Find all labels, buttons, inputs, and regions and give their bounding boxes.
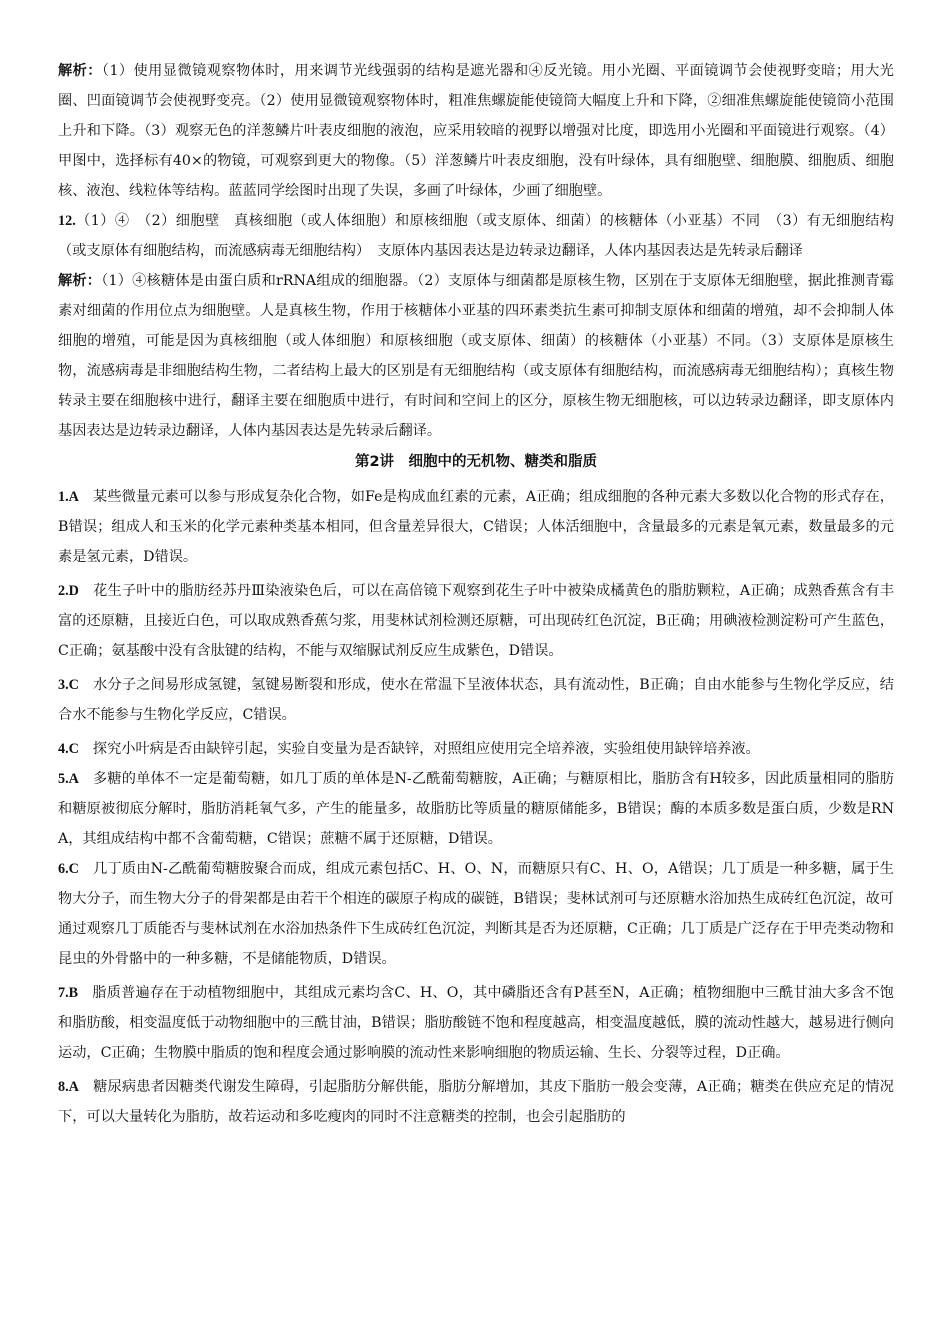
answer-12	[58, 206, 894, 266]
question-number: 4.	[58, 741, 69, 757]
page	[58, 56, 894, 1132]
answer-letter: D	[68, 583, 79, 599]
answer-letter: C	[68, 861, 79, 877]
answer-explanation: 水分子之间易形成氢键，氢键易断裂和形成，使水在常温下呈液体状态，具有流动性，B正确；自由水能参与生物化学反应，结合水不能参与生物化学反应，C错误。	[58, 677, 894, 723]
answer-explanation: 探究小叶病是否由缺锌引起，实验自变量为是否缺锌，对照组应使用完全培养液，实验组使用缺锌培养液。	[92, 741, 760, 757]
explanation-text: （1）使用显微镜观察物体时，用来调节光线强弱的结构是遮光器和④反光镜。用小光圈、平面镜调节会使视野变暗；用大光圈、凹面镜调节会使视野变亮。（2）使用显微镜观察物体时，粗准焦螺旋能使镜筒大幅度上升和下降，②细准焦螺旋能使镜筒小范围上升和下降。（3）观察无色的洋葱鳞片叶表皮细胞的液泡，应采用较暗的视野以增强对比度，即选用小光圈和平面镜进行观察。（4）甲图中，选择标有40×的物镜，可观察到更大的物像。（5）洋葱鳞片叶表皮细胞，没有叶绿体，具有细胞壁、细胞膜、细胞质、细胞核、液泡、线粒体等结构。蓝蓝同学绘图时出现了失误，多画了叶绿体，少画了细胞壁。	[58, 63, 894, 199]
answer-explanation: 某些微量元素可以参与形成复杂化合物，如Fe是构成血红素的元素，A正确；组成细胞的各种元素大多数以化合物的形式存在，B错误；组成人和玉米的化学元素种类基本相同，但含量差异很大，C错误；人体活细胞中，含量最多的元素是氧元素，数量最多的元素是氢元素，D错误。	[58, 489, 894, 565]
question-number: 7.	[58, 985, 69, 1001]
answer-letter: A	[68, 771, 79, 787]
explanation-paragraph-2	[58, 266, 894, 446]
answer-letter: C	[68, 741, 79, 757]
answer-item	[58, 576, 894, 666]
question-number: 6.	[58, 861, 69, 877]
explanation-paragraph-1	[58, 56, 894, 206]
answer-letter: C	[68, 677, 79, 693]
answer-text: （1）④ （2）细胞壁 真核细胞（或人体细胞）和原核细胞（或支原体、细菌）的核糖体（小亚基）不同 （3）有无细胞结构（或支原体有细胞结构，而流感病毒无细胞结构） 支原体内基因表达是边转录边翻译，人体内基因表达是先转录后翻译	[58, 213, 894, 259]
explanation-label: 解析：	[58, 63, 102, 79]
answer-item	[58, 764, 894, 854]
question-number: 5.	[58, 771, 69, 787]
answer-explanation: 几丁质由N-乙酰葡萄糖胺聚合而成，组成元素包括C、H、O、N，而糖原只有C、H、O，A错误；几丁质是一种多糖，属于生物大分子，而生物大分子的骨架都是由若干个相连的碳原子构成的碳链，B错误；斐林试剂可与还原糖水浴加热生成砖红色沉淀，故可通过观察几丁质能否与斐林试剂在水浴加热条件下生成砖红色沉淀，判断其是否为还原糖，C正确；几丁质是广泛存在于甲壳类动物和昆虫的外骨骼中的一种多糖，不是储能物质，D错误。	[58, 861, 894, 967]
question-number: 2.	[58, 583, 69, 599]
answer-item	[58, 978, 894, 1068]
answer-explanation: 多糖的单体不一定是葡萄糖，如几丁质的单体是N-乙酰葡萄糖胺，A正确；与糖原相比，脂肪含有H较多，因此质量相同的脂肪和糖原被彻底分解时，脂肪消耗氧气多，产生的能量多，故脂肪比等质量的糖原储能多，B错误；酶的本质多数是蛋白质，少数是RNA，其组成结构中都不含葡萄糖，C错误；蔗糖不属于还原糖，D错误。	[58, 771, 894, 847]
answer-item	[58, 734, 894, 764]
explanation-label: 解析：	[58, 273, 102, 289]
answer-item	[58, 1072, 894, 1132]
answer-item	[58, 854, 894, 974]
section-title: 第2讲 细胞中的无机物、糖类和脂质	[354, 454, 598, 470]
explanation-text: （1）④核糖体是由蛋白质和rRNA组成的细胞器。（2）支原体与细菌都是原核生物，区别在于支原体无细胞壁，据此推测青霉素对细菌的作用位点为细胞壁。人是真核生物，作用于核糖体小亚基的四环素类抗生素可抑制支原体和细菌的增殖，却不会抑制人体细胞的增殖，可能是因为真核细胞（或人体细胞）和原核细胞（或支原体、细菌）的核糖体（小亚基）不同。（3）支原体是原核生物，流感病毒是非细胞结构生物，二者结构上最大的区别是有无细胞结构（或支原体有细胞结构，而流感病毒无细胞结构）；真核生物转录主要在细胞核中进行，翻译主要在细胞质中进行，有时间和空间上的区分，原核生物无细胞核，可以边转录边翻译，即支原体内基因表达是边转录边翻译，人体内基因表达是先转录后翻译。	[58, 273, 894, 439]
answer-item	[58, 670, 894, 730]
answer-explanation: 脂质普遍存在于动植物细胞中，其组成元素均含C、H、O，其中磷脂还含有P甚至N，A正确；植物细胞中三酰甘油大多含不饱和脂肪酸，相变温度低于动物细胞中的三酰甘油，B错误；脂肪酸链不饱和程度越高，相变温度越低，膜的流动性越大，越易进行侧向运动，C正确；生物膜中脂质的饱和程度会通过影响膜的流动性来影响细胞的物质运输、生长、分裂等过程，D正确。	[58, 985, 894, 1061]
answer-item	[58, 482, 894, 572]
question-number: 12.	[58, 213, 76, 229]
question-number: 3.	[58, 677, 69, 693]
answer-letter: B	[68, 985, 79, 1001]
question-number: 8.	[58, 1079, 69, 1095]
answer-explanation: 糖尿病患者因糖类代谢发生障碍，引起脂肪分解供能，脂肪分解增加，其皮下脂肪一般会变薄，A正确；糖类在供应充足的情况下，可以大量转化为脂肪，故若运动和多吃瘦肉的同时不注意糖类的控制，也会引起脂肪的	[58, 1079, 894, 1125]
answer-letter: A	[68, 1079, 79, 1095]
question-number: 1.	[58, 489, 69, 505]
answer-letter: A	[68, 489, 79, 505]
answer-explanation: 花生子叶中的脂肪经苏丹Ⅲ染液染色后，可以在高倍镜下观察到花生子叶中被染成橘黄色的脂肪颗粒，A正确；成熟香蕉含有丰富的还原糖，且接近白色，可以取成熟香蕉匀浆，用斐林试剂检测还原糖，可出现砖红色沉淀，B正确；用碘液检测淀粉可产生蓝色，C正确；氨基酸中没有含肽键的结构，不能与双缩脲试剂反应生成紫色，D错误。	[58, 583, 894, 659]
